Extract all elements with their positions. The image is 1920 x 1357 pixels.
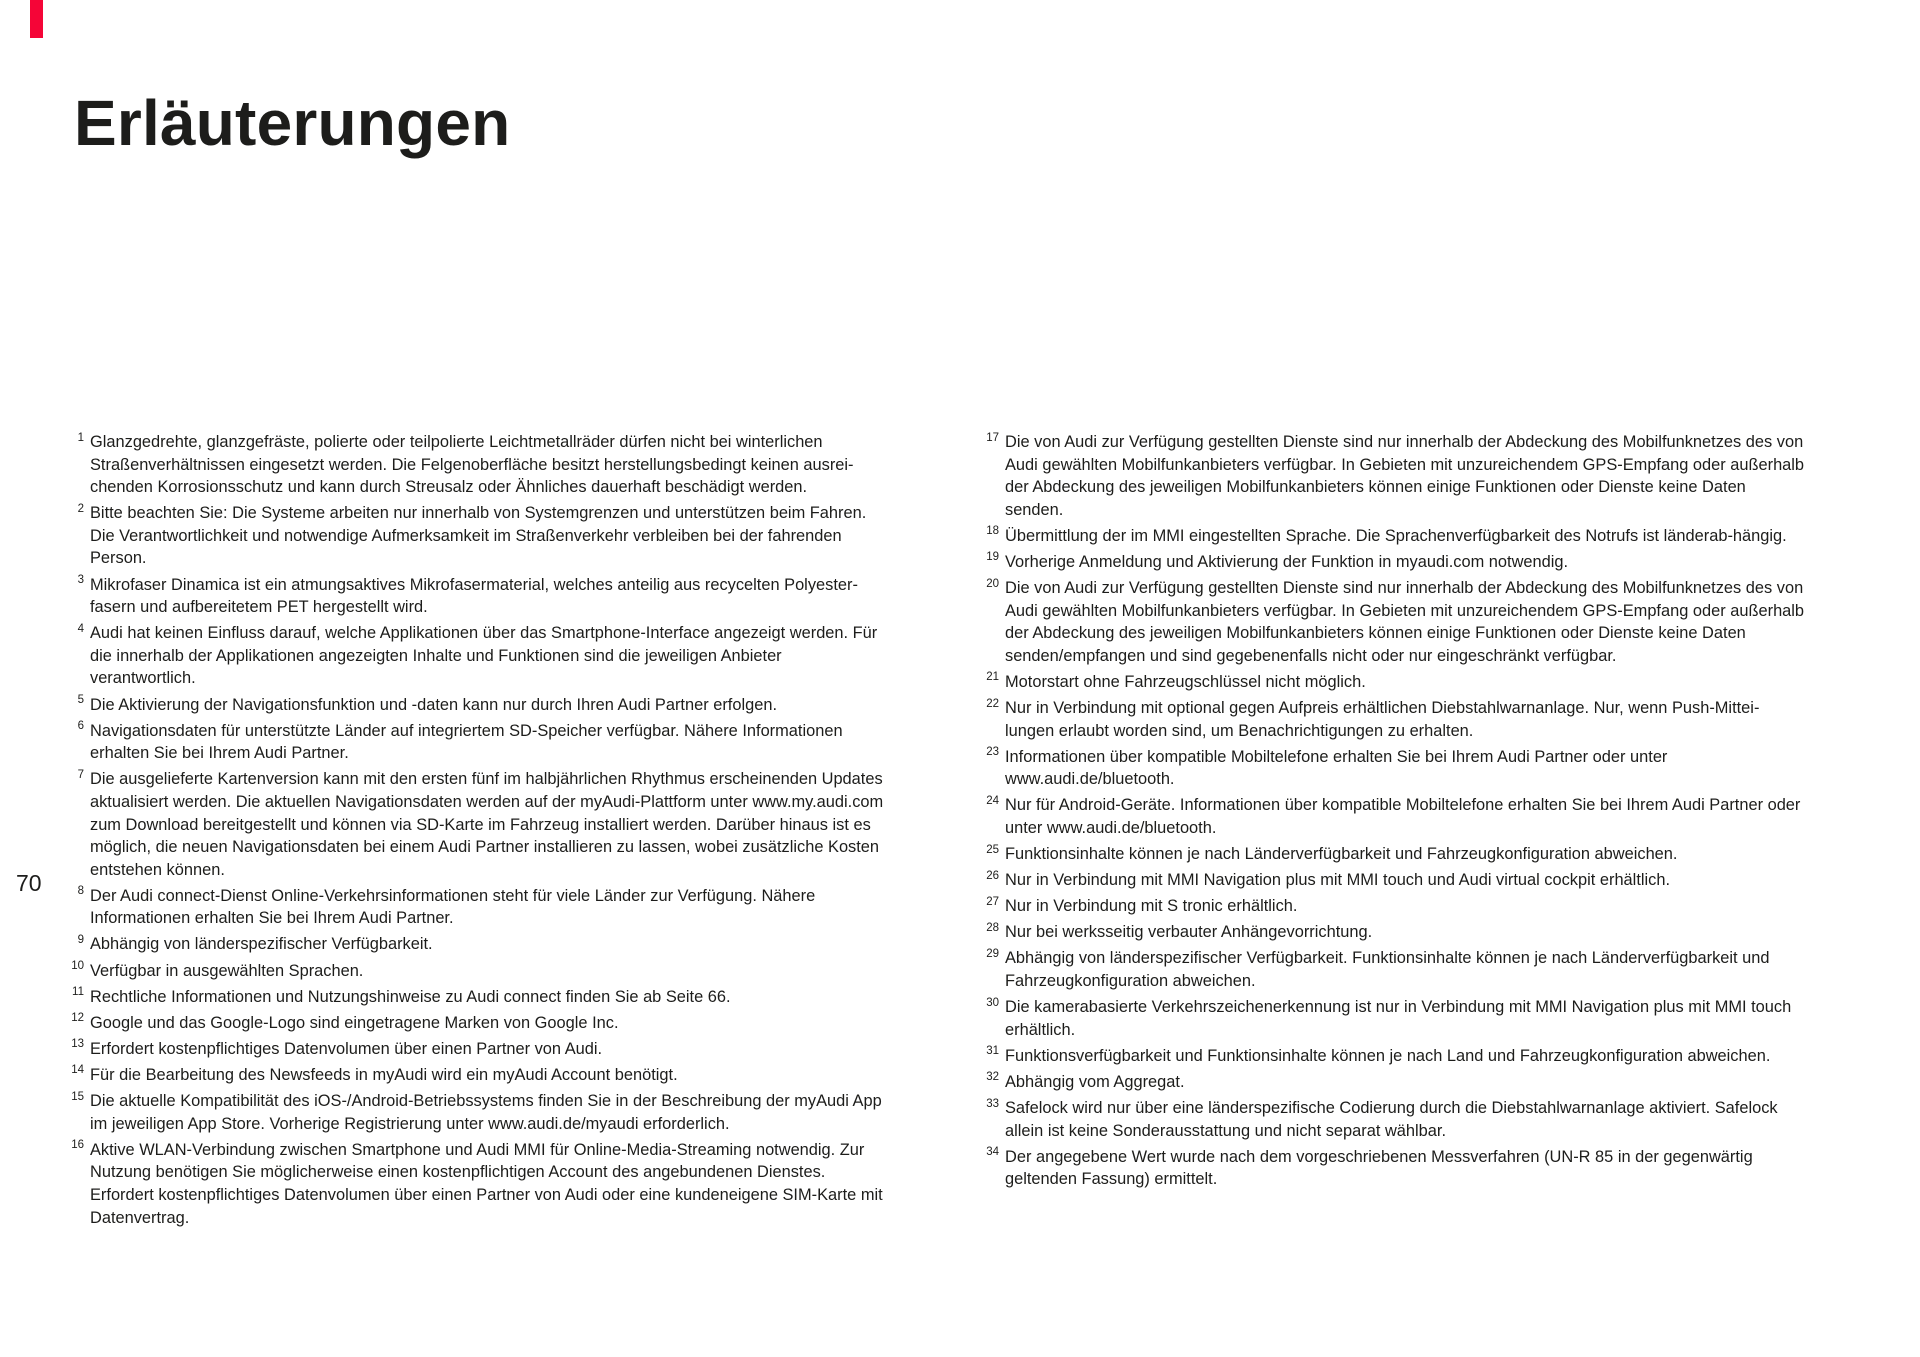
- page-number: 70: [16, 870, 42, 896]
- footnote-text: Motorstart ohne Fahrzeugschlüssel nicht möglich.: [1005, 672, 1366, 691]
- footnote-text: Die Aktivierung der Navigationsfunktion und -daten kann nur durch Ihren Audi Partner erfolgen.: [90, 695, 778, 714]
- footnote-number: 26: [986, 869, 999, 882]
- footnote-number: 9: [77, 933, 84, 946]
- footnote-text: Nur in Verbindung mit S tronic erhältlich.: [1005, 897, 1298, 916]
- footnote-item: [62, 502, 890, 570]
- footnote-number: 13: [71, 1038, 84, 1051]
- footnote-item: [977, 895, 1805, 918]
- footnote-number: 7: [77, 768, 84, 781]
- footnote-text: Die von Audi zur Verfügung gestellten Dienste sind nur innerhalb der Abdeckung des Mobilfunknetzes des von Audi gewählten Mobilfunkanbieters verfügbar. In Gebieten mit unzureichendem GPS-Empfang oder außerhalb der Abdeckung des jeweiligen Mobilfunkanbieters können einige Funktionen oder Dienste keine Daten senden/empfangen und sind gegebenenfalls nicht oder nur eingeschränkt verfügbar.: [1005, 579, 1805, 665]
- footnote-item: [62, 1139, 890, 1229]
- footnote-item: [62, 1012, 890, 1035]
- footnote-number: 19: [986, 551, 999, 564]
- footnote-item: [62, 574, 890, 619]
- footnote-text: Abhängig von länderspezifischer Verfügbarkeit. Funktionsinhalte können je nach Länderverfügbarkeit und Fahrzeugkonfiguration abweichen.: [1005, 949, 1770, 991]
- footnote-number: 20: [986, 577, 999, 590]
- footnotes-column-right: [977, 431, 1805, 1194]
- footnote-item: [62, 960, 890, 983]
- footnote-text: Nur bei werksseitig verbauter Anhängevorrichtung.: [1005, 923, 1373, 942]
- footnote-text: Übermittlung der im MMI eingestellten Sprache. Die Sprachenverfügbarkeit des Notrufs ist länderab-hängig.: [1005, 526, 1787, 545]
- footnote-number: 11: [72, 986, 84, 999]
- footnote-text: Der angegebene Wert wurde nach dem vorgeschriebenen Messverfahren (UN-R 85 in der gegenwärtig geltenden Fassung) ermittelt.: [1005, 1147, 1753, 1189]
- footnote-text: Nur in Verbindung mit optional gegen Aufpreis erhältlichen Diebstahlwarnanlage. Nur, wenn Push-Mittei-lungen erlaubt worden sind, um Benachrichtigungen zu erhalten.: [1005, 699, 1760, 740]
- page-title: Erläuterungen: [74, 87, 511, 159]
- footnote-text: Erfordert kostenpflichtiges Datenvolumen über einen Partner von Audi.: [90, 1039, 603, 1058]
- footnote-text: Für die Bearbeitung des Newsfeeds in myAudi wird ein myAudi Account benötigt.: [90, 1065, 678, 1084]
- footnote-number: 21: [986, 671, 999, 684]
- footnote-number: 12: [71, 1012, 84, 1025]
- footnote-item: [62, 933, 890, 956]
- footnote-text: Audi hat keinen Einfluss darauf, welche Applikationen über das Smartphone-Interface angezeigt werden. Für die innerhalb der Applikationen angezeigten Inhalte und Funktionen sind die jeweiligen Anbieter verantwortlich.: [90, 624, 878, 688]
- footnote-number: 31: [986, 1045, 999, 1058]
- footnote-item: [977, 947, 1805, 992]
- footnote-item: [62, 1090, 890, 1135]
- footnote-item: [977, 1146, 1805, 1191]
- footnote-number: 32: [986, 1071, 999, 1084]
- footnote-text: Rechtliche Informationen und Nutzungshinweise zu Audi connect finden Sie ab Seite 66.: [90, 987, 731, 1006]
- footnote-item: [977, 794, 1805, 839]
- footnote-item: [62, 431, 890, 499]
- footnote-number: 27: [986, 895, 999, 908]
- footnote-number: 3: [77, 574, 84, 587]
- footnote-number: 10: [71, 960, 84, 973]
- footnote-item: [62, 720, 890, 765]
- footnote-number: 25: [986, 843, 999, 856]
- footnote-text: Nur für Android-Geräte. Informationen über kompatible Mobiltelefone erhalten Sie bei Ihrem Audi Partner oder unter www.audi.de/bluetooth.: [1005, 796, 1801, 837]
- footnote-text: Glanzgedrehte, glanzgefräste, polierte oder teilpolierte Leichtmetallräder dürfen nicht bei winterlichen Straßenverhältnissen eingesetzt werden. Die Felgenoberfläche besitzt herstellungsbedingt keinen ausrei-chenden Korrosionsschutz und kann durch Streusalz oder Ähnliches dauerhaft beschädigt werden.: [90, 433, 854, 497]
- footnote-item: [62, 694, 890, 717]
- footnote-item: [977, 1071, 1805, 1094]
- footnote-number: 34: [986, 1146, 999, 1159]
- footnote-item: [977, 525, 1805, 548]
- footnotes-column-left: [62, 431, 890, 1233]
- footnote-text: Verfügbar in ausgewählten Sprachen.: [90, 961, 364, 980]
- footnote-text: Abhängig vom Aggregat.: [1005, 1072, 1185, 1091]
- footnote-text: Informationen über kompatible Mobiltelefone erhalten Sie bei Ihrem Audi Partner oder unter www.audi.de/bluetooth.: [1005, 747, 1668, 789]
- footnote-number: 30: [986, 996, 999, 1009]
- footnote-text: Mikrofaser Dinamica ist ein atmungsaktives Mikrofasermaterial, welches anteilig aus recycelten Polyester-fasern und aufbereitetem PET hergestellt wird.: [90, 575, 858, 617]
- footnote-item: [977, 869, 1805, 892]
- footnote-text: Navigationsdaten für unterstützte Länder auf integriertem SD-Speicher verfügbar. Nähere Informationen erhalten Sie bei Ihrem Audi Partner.: [90, 721, 843, 763]
- footnote-number: 6: [77, 720, 84, 733]
- footnote-number: 23: [986, 746, 999, 759]
- footnote-number: 8: [77, 885, 84, 898]
- footnote-text: Funktionsverfügbarkeit und Funktionsinhalte können je nach Land und Fahrzeugkonfiguration abweichen.: [1005, 1046, 1771, 1065]
- footnote-number: 28: [986, 921, 999, 934]
- footnote-text: Vorherige Anmeldung und Aktivierung der Funktion in myaudi.com notwendig.: [1005, 552, 1569, 571]
- footnote-number: 2: [77, 502, 84, 515]
- footnote-item: [62, 986, 890, 1009]
- footnote-item: [977, 551, 1805, 574]
- footnote-item: [977, 1045, 1805, 1068]
- footnote-number: 4: [77, 622, 84, 635]
- footnote-item: [977, 697, 1805, 742]
- footnote-text: Die aktuelle Kompatibilität des iOS-/Android-Betriebssystems finden Sie in der Beschreibung der myAudi App im jeweiligen App Store. Vorherige Registrierung unter www.audi.de/myaudi erforderlich.: [90, 1092, 882, 1133]
- footnote-text: Abhängig von länderspezifischer Verfügbarkeit.: [90, 935, 433, 954]
- footnote-item: [977, 746, 1805, 791]
- footnote-number: 16: [71, 1139, 84, 1152]
- footnote-text: Aktive WLAN-Verbindung zwischen Smartphone und Audi MMI für Online-Media-Streaming notwendig. Zur Nutzung benötigen Sie möglicherweise einen kostenpflichtigen Account des angebundenen Dienstes. Erfordert kostenpflichtiges Datenvolumen über einen Partner von Audi oder eine kundeneigene SIM-Karte mit Datenvertrag.: [90, 1140, 883, 1227]
- footnote-text: Die von Audi zur Verfügung gestellten Dienste sind nur innerhalb der Abdeckung des Mobilfunknetzes des von Audi gewählten Mobilfunkanbieters verfügbar. In Gebieten mit unzureichendem GPS-Empfang oder außerhalb der Abdeckung des jeweiligen Mobilfunkanbieters können einige Funktionen oder Dienste keine Daten senden.: [1005, 433, 1805, 519]
- footnote-number: 14: [71, 1064, 84, 1077]
- footnote-item: [977, 843, 1805, 866]
- footnote-item: [977, 431, 1805, 521]
- footnote-item: [62, 885, 890, 930]
- footnote-item: [977, 921, 1805, 944]
- footnote-item: [62, 1038, 890, 1061]
- footnote-number: 1: [77, 431, 84, 444]
- footnote-number: 24: [986, 794, 999, 807]
- footnote-text: Bitte beachten Sie: Die Systeme arbeiten nur innerhalb von Systemgrenzen und unterstützen beim Fahren. Die Verantwortlichkeit und notwendige Aufmerksamkeit im Straßenverkehr verbleiben bei der fahrenden Person.: [90, 504, 867, 568]
- footnote-number: 5: [77, 694, 84, 707]
- footnote-number: 22: [986, 697, 999, 710]
- footnote-number: 29: [986, 947, 999, 960]
- chapter-marker-bar: [30, 0, 43, 38]
- footnote-text: Google und das Google-Logo sind eingetragene Marken von Google Inc.: [90, 1013, 619, 1032]
- footnote-item: [62, 768, 890, 881]
- footnote-text: Safelock wird nur über eine länderspezifische Codierung durch die Diebstahlwarnanlage aktiviert. Safelock allein ist keine Sonderausstattung und nicht separat wählbar.: [1005, 1099, 1778, 1140]
- footnote-text: Die ausgelieferte Kartenversion kann mit den ersten fünf im halbjährlichen Rhythmus erscheinenden Updates aktualisiert werden. Die aktuellen Navigationsdaten werden auf der myAudi-Plattform unter www.my.audi.com zum Download bereitgestellt und können via SD-Karte im Fahrzeug installiert werden. Darüber hinaus ist es möglich, die neuen Navigationsdaten bei einem Audi Partner installieren zu lassen, wobei zusätzliche Kosten entstehen können.: [90, 770, 884, 879]
- footnote-number: 33: [986, 1097, 999, 1110]
- footnote-text: Funktionsinhalte können je nach Länderverfügbarkeit und Fahrzeugkonfiguration abweichen.: [1005, 845, 1678, 864]
- footnote-item: [977, 671, 1805, 694]
- footnote-item: [62, 1064, 890, 1087]
- footnote-item: [62, 622, 890, 690]
- footnote-text: Der Audi connect-Dienst Online-Verkehrsinformationen steht für viele Länder zur Verfügung. Nähere Informationen erhalten Sie bei Ihrem Audi Partner.: [90, 886, 816, 928]
- footnote-number: 17: [986, 431, 999, 444]
- footnote-number: 18: [986, 525, 999, 538]
- footnote-item: [977, 1097, 1805, 1142]
- footnote-text: Nur in Verbindung mit MMI Navigation plus mit MMI touch und Audi virtual cockpit erhältlich.: [1005, 871, 1671, 890]
- footnote-item: [977, 577, 1805, 667]
- footnote-text: Die kamerabasierte Verkehrszeichenerkennung ist nur in Verbindung mit MMI Navigation plus mit MMI touch erhältlich.: [1005, 998, 1792, 1039]
- footnote-number: 15: [71, 1090, 84, 1103]
- footnote-item: [977, 996, 1805, 1041]
